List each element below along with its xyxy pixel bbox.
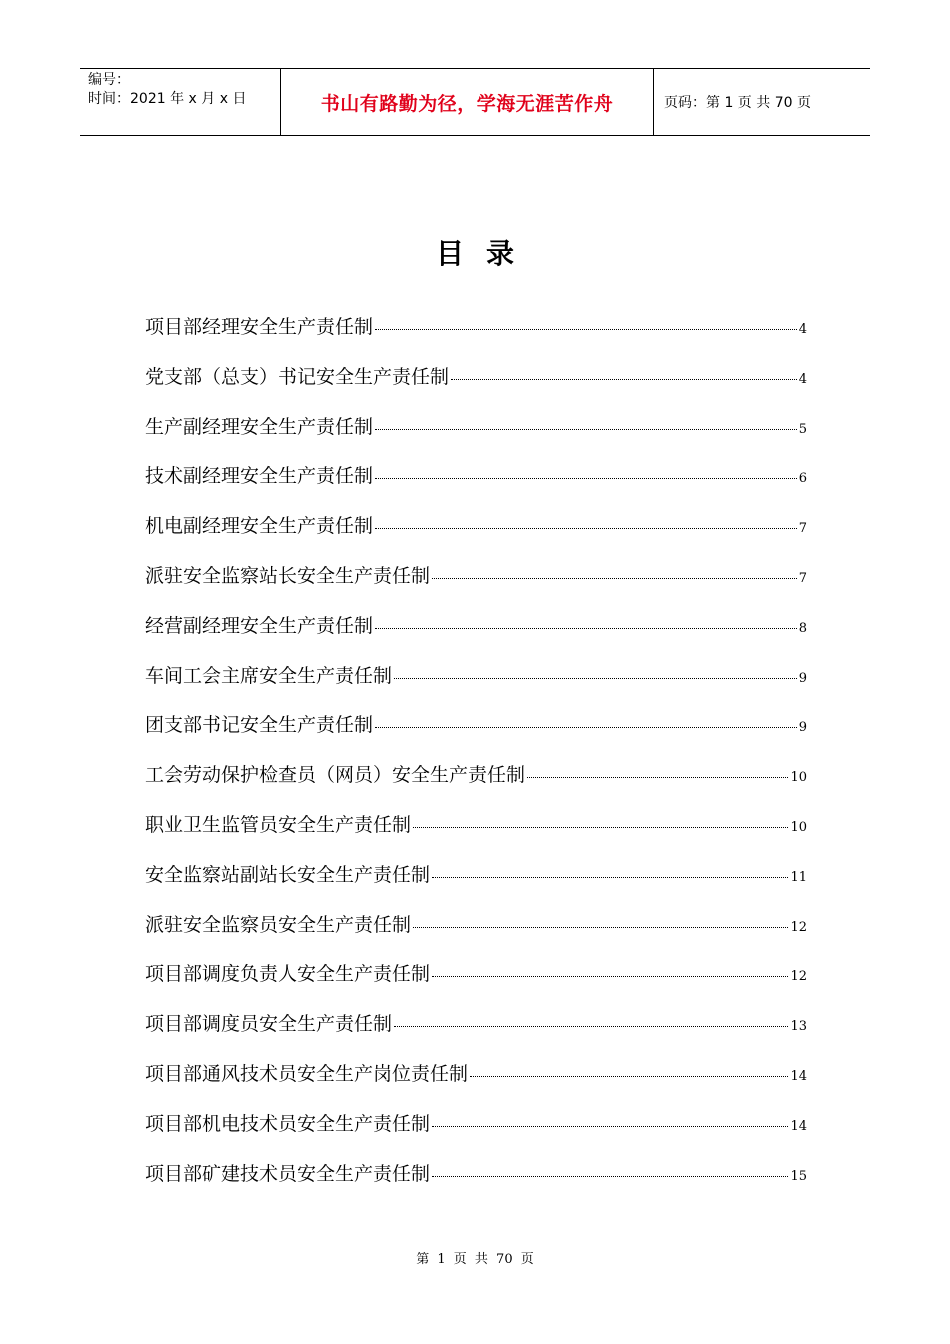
toc-dot-leader <box>432 1126 788 1127</box>
toc-entry[interactable] <box>145 509 807 559</box>
toc-entry[interactable] <box>145 360 807 410</box>
toc-entry[interactable] <box>145 1057 807 1107</box>
toc-entry[interactable] <box>145 310 807 360</box>
toc-entry[interactable] <box>145 459 807 509</box>
toc-entry-text: 团支部书记安全生产责任制 <box>145 714 374 737</box>
toc-entry-text: 项目部通风技术员安全生产岗位责任制 <box>145 1062 469 1085</box>
toc-entry-page: 13 <box>790 1019 807 1035</box>
toc-entry-page: 10 <box>790 770 807 786</box>
toc-entry-text: 项目部经理安全生产责任制 <box>145 316 374 338</box>
page-footer: 第 1 页 共 70 页 <box>416 1252 534 1267</box>
toc-entry-text: 项目部调度员安全生产责任制 <box>145 1013 393 1036</box>
toc-entry-page: 7 <box>798 521 807 537</box>
toc-entry[interactable] <box>145 559 807 609</box>
toc-entry-text: 经营副经理安全生产责任制 <box>145 614 374 637</box>
toc-entry-text: 党支部（总支）书记安全生产责任制 <box>145 365 450 388</box>
toc-dot-leader <box>413 827 788 828</box>
toc-entry-page: 7 <box>798 570 807 586</box>
toc-entry[interactable] <box>145 908 807 958</box>
toc-entry[interactable] <box>145 659 807 709</box>
toc-entry-page: 14 <box>790 1068 807 1084</box>
header-meta <box>80 69 281 135</box>
toc-title: 目录 <box>435 237 536 270</box>
toc-entry-page: 8 <box>798 620 807 636</box>
toc-dot-leader <box>527 777 788 778</box>
toc-entry-text: 机电副经理安全生产责任制 <box>145 515 374 538</box>
table-of-contents <box>145 310 807 1206</box>
toc-entry-page: 11 <box>790 869 807 885</box>
toc-entry[interactable] <box>145 957 807 1007</box>
toc-entry[interactable] <box>145 1007 807 1057</box>
toc-entry-page: 9 <box>798 670 807 686</box>
toc-entry-text: 派驻安全监察站长安全生产责任制 <box>145 564 431 587</box>
toc-dot-leader <box>413 927 788 928</box>
toc-dot-leader <box>432 1176 788 1177</box>
toc-dot-leader <box>375 329 797 330</box>
toc-entry-text: 安全监察站副站长安全生产责任制 <box>145 863 431 886</box>
toc-entry[interactable] <box>145 708 807 758</box>
toc-entry[interactable] <box>145 609 807 659</box>
toc-dot-leader <box>432 877 788 878</box>
toc-entry-text: 车间工会主席安全生产责任制 <box>145 664 393 687</box>
header-date-label: 时间：2021 年 x 月 x 日 <box>88 91 247 107</box>
toc-entry[interactable] <box>145 758 807 808</box>
toc-entry-page: 4 <box>798 322 807 337</box>
toc-dot-leader <box>451 379 797 380</box>
toc-entry-text: 派驻安全监察员安全生产责任制 <box>145 913 412 936</box>
header-page-info: 页码：第 1 页 共 70 页 <box>664 95 811 111</box>
toc-dot-leader <box>432 578 797 579</box>
toc-entry-text: 项目部机电技术员安全生产责任制 <box>145 1112 431 1135</box>
toc-entry-page: 15 <box>790 1168 807 1184</box>
toc-entry-text: 职业卫生监管员安全生产责任制 <box>145 813 412 836</box>
toc-entry[interactable] <box>145 858 807 908</box>
toc-entry[interactable] <box>145 1107 807 1157</box>
toc-entry-text: 项目部矿建技术员安全生产责任制 <box>145 1162 431 1185</box>
toc-entry-text: 技术副经理安全生产责任制 <box>145 465 374 488</box>
toc-dot-leader <box>394 1026 788 1027</box>
header-motto: 书山有路勤为径，学海无涯苦作舟 <box>281 69 654 135</box>
toc-dot-leader <box>394 678 797 679</box>
toc-entry-page: 6 <box>798 471 807 487</box>
document-header <box>80 68 870 136</box>
toc-entry-text: 生产副经理安全生产责任制 <box>145 415 374 438</box>
toc-dot-leader <box>375 628 797 629</box>
toc-entry-page: 14 <box>790 1118 807 1134</box>
toc-entry-page: 12 <box>790 919 807 935</box>
toc-dot-leader <box>375 528 797 529</box>
toc-dot-leader <box>375 429 797 430</box>
toc-entry[interactable] <box>145 410 807 460</box>
toc-entry-text: 项目部调度负责人安全生产责任制 <box>145 963 431 986</box>
toc-entry-page: 12 <box>790 969 807 985</box>
toc-entry-page: 9 <box>798 720 807 736</box>
toc-dot-leader <box>432 976 788 977</box>
toc-dot-leader <box>375 478 797 479</box>
toc-entry-page: 10 <box>790 819 807 835</box>
toc-entry-page: 5 <box>798 421 807 437</box>
toc-entry-text: 工会劳动保护检查员（网员）安全生产责任制 <box>145 764 526 787</box>
toc-entry[interactable] <box>145 808 807 858</box>
toc-dot-leader <box>375 727 797 728</box>
toc-entry[interactable] <box>145 1157 807 1207</box>
header-number-label: 编号： <box>88 72 130 88</box>
toc-dot-leader <box>470 1076 788 1077</box>
toc-entry-page: 4 <box>798 371 807 387</box>
